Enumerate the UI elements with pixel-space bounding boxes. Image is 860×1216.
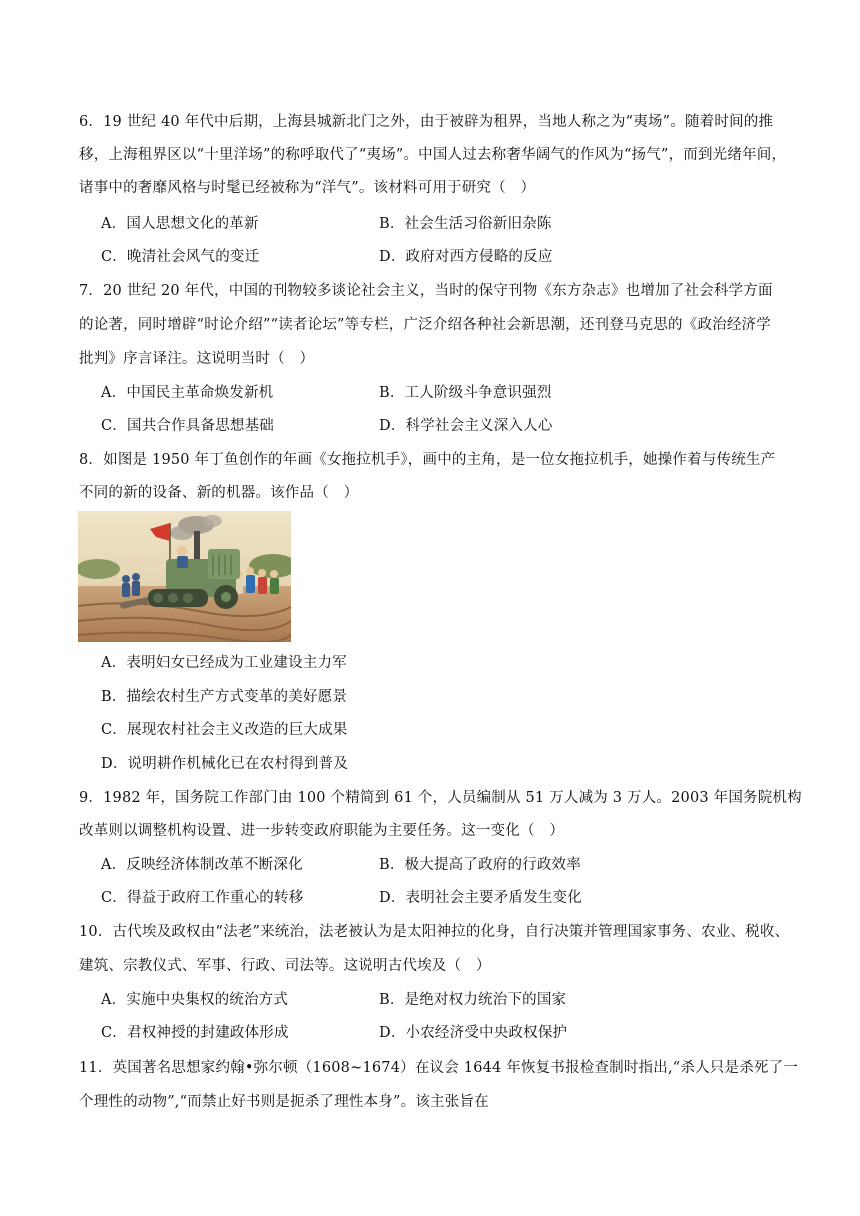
q9-option-c[interactable]: C．得益于政府工作重心的转移 <box>101 890 304 906</box>
q8-option-a[interactable]: A．表明妇女已经成为工业建设主力军 <box>101 655 347 671</box>
q9-stem-line-2: 改革则以调整机构设置、进一步转变政府职能为主要任务。这一变化（ ） <box>79 823 565 839</box>
q6-stem-line-3: 诸事中的奢靡风格与时髦已经被称为“洋气”。该材料可用于研究（ ） <box>79 180 536 196</box>
q11-stem-line-2: 个理性的动物”,“而禁止好书则是扼杀了理性本身”。该主张旨在 <box>79 1094 489 1110</box>
q7-option-b[interactable]: B．工人阶级斗争意识强烈 <box>379 385 552 401</box>
tractor-painting-image <box>78 511 291 642</box>
q10-stem-line-1: 10．古代埃及政权由“法老”来统治，法老被认为是太阳神拉的化身，自行决策并管理国家事务、农业、税收、 <box>79 924 790 940</box>
q8-option-d[interactable]: D．说明耕作机械化已在农村得到普及 <box>101 756 349 772</box>
q9-option-d[interactable]: D．表明社会主要矛盾发生变化 <box>379 890 582 906</box>
q6-stem-line-1: 6．19 世纪 40 年代中后期，上海县城新北门之外，由于被辟为租界，当地人称之为“夷场”。随着时间的推 <box>79 114 774 130</box>
q10-option-a[interactable]: A．实施中央集权的统治方式 <box>101 992 289 1008</box>
q9-option-b[interactable]: B．极大提高了政府的行政效率 <box>379 857 581 873</box>
q7-option-d[interactable]: D．科学社会主义深入人心 <box>379 418 553 434</box>
q7-stem-line-3: 批判》序言译注。这说明当时（ ） <box>79 351 315 367</box>
q6-option-b[interactable]: B．社会生活习俗新旧杂陈 <box>379 216 552 232</box>
q9-stem-line-1: 9．1982 年，国务院工作部门由 100 个精简到 61 个，人员编制从 51 万人减为 3 万人。2003 年国务院机构 <box>79 790 802 806</box>
q8-option-c[interactable]: C．展现农村社会主义改造的巨大成果 <box>101 722 348 738</box>
q6-option-a[interactable]: A．国人思想文化的革新 <box>101 216 259 232</box>
q6-option-c[interactable]: C．晚清社会风气的变迁 <box>101 249 260 265</box>
q10-option-d[interactable]: D．小农经济受中央政权保护 <box>379 1025 568 1041</box>
q9-option-a[interactable]: A．反映经济体制改革不断深化 <box>101 857 303 873</box>
q7-stem-line-2: 的论著，同时增辟“时论介绍”“读者论坛”等专栏，广泛介绍各种社会新思潮，还刊登马克思的《政治经济学 <box>79 317 771 333</box>
q8-stem-line-2: 不同的新的设备、新的机器。该作品（ ） <box>79 485 359 501</box>
q10-option-c[interactable]: C．君权神授的封建政体形成 <box>101 1025 289 1041</box>
q7-option-a[interactable]: A．中国民主革命焕发新机 <box>101 385 274 401</box>
q10-option-b[interactable]: B．是绝对权力统治下的国家 <box>379 992 567 1008</box>
q8-option-b[interactable]: B．描绘农村生产方式变革的美好愿景 <box>101 689 348 705</box>
q6-stem-line-2: 移，上海租界区以“十里洋场”的称呼取代了“夷场”。中国人过去称奢华阔气的作风为“扬气”，而到光绪年间， <box>79 147 787 163</box>
q11-stem-line-1: 11．英国著名思想家约翰•弥尔顿（1608~1674）在议会 1644 年恢复书报检查制时指出,“杀人只是杀死了一 <box>79 1060 798 1076</box>
q8-stem-line-1: 8．如图是 1950 年丁鱼创作的年画《女拖拉机手》，画中的主角，是一位女拖拉机手，她操作着与传统生产 <box>79 452 776 468</box>
q10-stem-line-2: 建筑、宗教仪式、军事、行政、司法等。这说明古代埃及（ ） <box>79 958 491 974</box>
q7-option-c[interactable]: C．国共合作具备思想基础 <box>101 418 274 434</box>
q7-stem-line-1: 7．20 世纪 20 年代，中国的刊物较多谈论社会主义，当时的保守刊物《东方杂志》也增加了社会科学方面 <box>79 283 773 299</box>
q6-option-d[interactable]: D．政府对西方侵略的反应 <box>379 249 553 265</box>
